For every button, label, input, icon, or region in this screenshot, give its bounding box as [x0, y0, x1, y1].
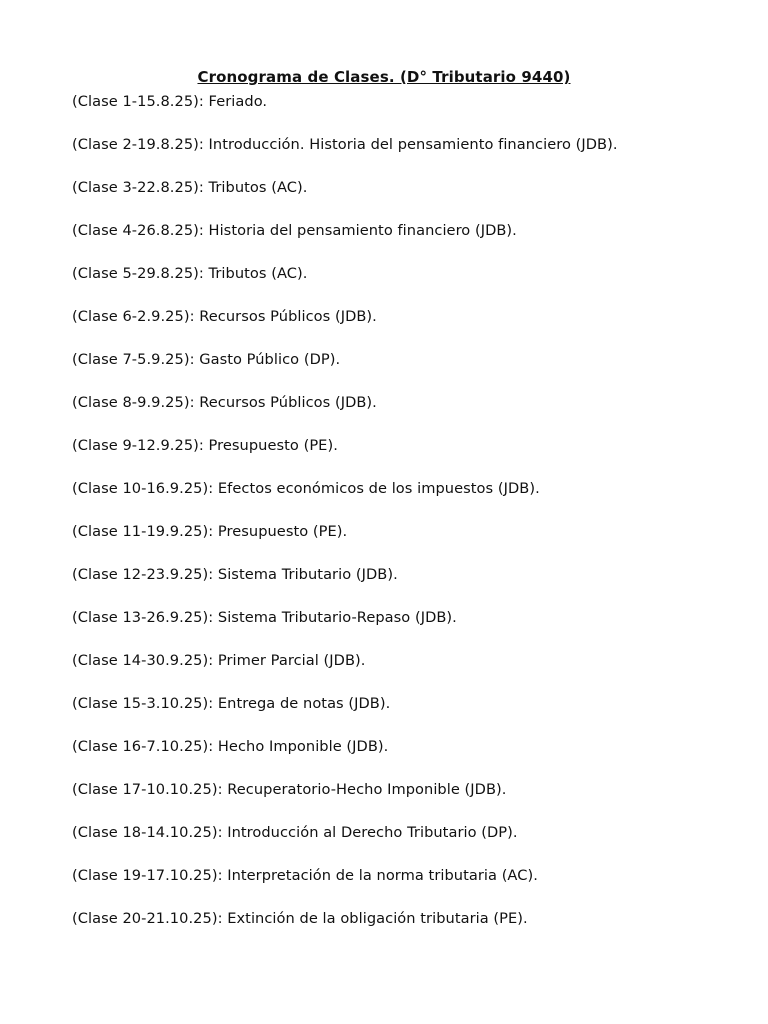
class-schedule-list: [72, 92, 618, 952]
schedule-entry-13: (Clase 13-26.9.25): Sistema Tributario-Repaso (JDB).: [72, 609, 457, 626]
schedule-entry-9: (Clase 9-12.9.25): Presupuesto (PE).: [72, 437, 338, 454]
schedule-entry-6: (Clase 6-2.9.25): Recursos Públicos (JDB).: [72, 308, 377, 325]
schedule-entry-4: (Clase 4-26.8.25): Historia del pensamiento financiero (JDB).: [72, 222, 517, 239]
schedule-entry-18: (Clase 18-14.10.25): Introducción al Derecho Tributario (DP).: [72, 824, 518, 841]
document-title: Cronograma de Clases. (D° Tributario 9440): [197, 68, 571, 86]
schedule-entry-14: (Clase 14-30.9.25): Primer Parcial (JDB).: [72, 652, 366, 669]
schedule-entry-7: (Clase 7-5.9.25): Gasto Público (DP).: [72, 351, 341, 368]
schedule-entry-16: (Clase 16-7.10.25): Hecho Imponible (JDB).: [72, 738, 389, 755]
schedule-entry-8: (Clase 8-9.9.25): Recursos Públicos (JDB).: [72, 394, 377, 411]
schedule-entry-5: (Clase 5-29.8.25): Tributos (AC).: [72, 265, 308, 282]
schedule-entry-20: (Clase 20-21.10.25): Extinción de la obligación tributaria (PE).: [72, 910, 528, 927]
schedule-entry-11: (Clase 11-19.9.25): Presupuesto (PE).: [72, 523, 348, 540]
schedule-entry-2: (Clase 2-19.8.25): Introducción. Historia del pensamiento financiero (JDB).: [72, 136, 618, 153]
schedule-entry-12: (Clase 12-23.9.25): Sistema Tributario (JDB).: [72, 566, 398, 583]
schedule-entry-1: (Clase 1-15.8.25): Feriado.: [72, 93, 268, 110]
schedule-entry-15: (Clase 15-3.10.25): Entrega de notas (JDB).: [72, 695, 391, 712]
schedule-entry-10: (Clase 10-16.9.25): Efectos económicos de los impuestos (JDB).: [72, 480, 540, 497]
schedule-entry-19: (Clase 19-17.10.25): Interpretación de la norma tributaria (AC).: [72, 867, 538, 884]
schedule-entry-3: (Clase 3-22.8.25): Tributos (AC).: [72, 179, 308, 196]
schedule-entry-17: (Clase 17-10.10.25): Recuperatorio-Hecho Imponible (JDB).: [72, 781, 507, 798]
